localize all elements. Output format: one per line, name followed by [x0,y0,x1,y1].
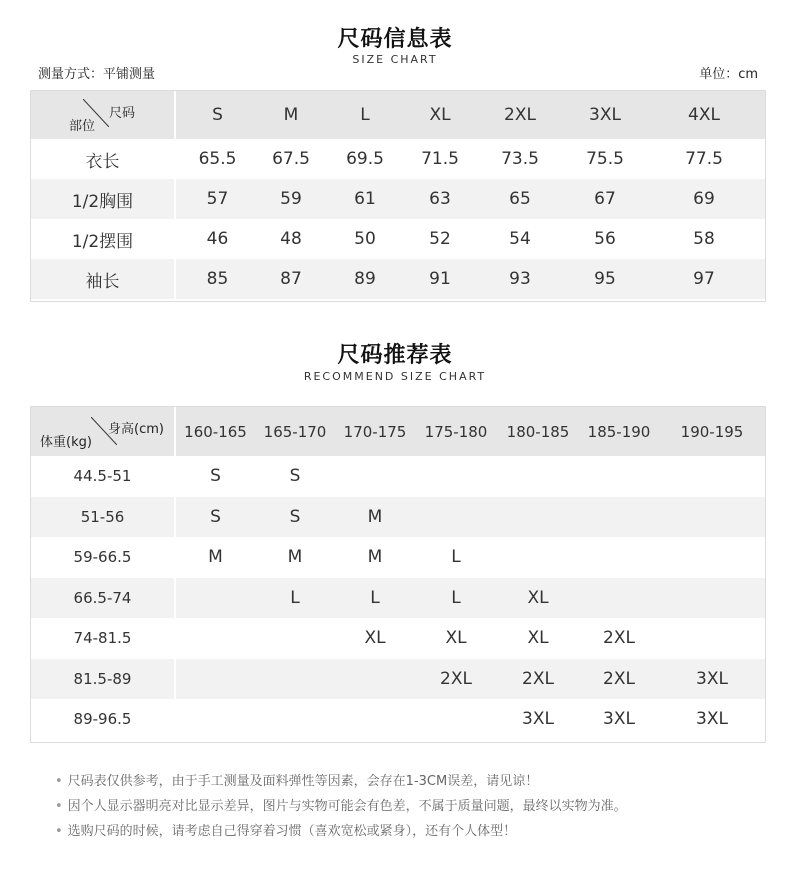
table-cell: 56 [567,219,643,259]
recommended-size-cell [335,699,415,740]
recommended-size-cell [659,497,765,538]
recommended-size-cell [175,659,255,700]
recommended-size-cell: S [175,456,255,497]
recommended-size-cell: L [255,578,335,619]
table-row [31,578,765,619]
table-cell: 91 [407,259,473,299]
unit-label: 单位：cm [699,67,758,82]
table-cell: 46 [175,219,259,259]
recommend-table [31,407,765,740]
table-row [31,659,765,700]
bullet-icon: • [55,774,63,789]
size-header-s: S [175,91,259,139]
table-row [31,537,765,578]
weight-label: 74-81.5 [31,618,175,659]
note-text: 选购尺码的时候，请考虑自己得穿着习惯（喜欢宽松或紧身），还有个人体型！ [67,824,517,839]
table-cell: 93 [473,259,567,299]
table-cell: 75.5 [567,139,643,179]
recommended-size-cell [255,699,335,740]
weight-label: 44.5-51 [31,456,175,497]
table-row [31,699,765,740]
table-cell: 67 [567,179,643,219]
table-cell: 61 [323,179,407,219]
table-cell: 69 [643,179,765,219]
table-cell: 63 [407,179,473,219]
recommend-chart-subtitle: RECOMMEND SIZE CHART [303,370,487,383]
table-cell: 57 [175,179,259,219]
notes-list [55,769,627,844]
size-header-l: L [323,91,407,139]
recommended-size-cell [659,578,765,619]
weight-label: 66.5-74 [31,578,175,619]
recommend-chart-title: 尺码推荐表 [337,343,453,368]
size-header-4xl: 4XL [643,91,765,139]
size-info-table [31,91,765,299]
size-corner-cell [31,91,175,139]
measure-method: 测量方式：平铺测量 [38,67,156,82]
size-header-3xl: 3XL [567,91,643,139]
size-chart-title: 尺码信息表 [337,27,453,52]
recommended-size-cell [497,537,579,578]
weight-label: 89-96.5 [31,699,175,740]
table-row [31,497,765,538]
height-header: 175-180 [415,407,497,456]
size-header-row [31,91,765,139]
recommended-size-cell [415,699,497,740]
height-header: 160-165 [175,407,255,456]
table-cell: 48 [259,219,323,259]
corner-size-label: 尺码 [109,106,136,121]
table-cell: 58 [643,219,765,259]
recommended-size-cell: 2XL [415,659,497,700]
table-cell: 52 [407,219,473,259]
size-header-xl: XL [407,91,473,139]
table-cell: 89 [323,259,407,299]
recommended-size-cell [255,618,335,659]
corner-weight-label: 体重(kg) [40,435,92,450]
recommend-header-row [31,407,765,456]
recommended-size-cell [579,578,659,619]
height-header: 190-195 [659,407,765,456]
recommended-size-cell: XL [335,618,415,659]
weight-label: 51-56 [31,497,175,538]
recommended-size-cell [335,456,415,497]
recommended-size-cell: M [335,537,415,578]
recommended-size-cell: 3XL [659,659,765,700]
table-row [31,219,765,259]
table-row [31,179,765,219]
recommended-size-cell: S [255,497,335,538]
table-row [31,456,765,497]
recommended-size-cell: 3XL [579,699,659,740]
recommended-size-cell [255,659,335,700]
row-label: 袖长 [31,259,175,299]
recommended-size-cell: 3XL [659,699,765,740]
note-text: 尺码表仅供参考，由于手工测量及面料弹性等因素，会存在1-3CM误差，请见谅！ [67,774,539,789]
recommended-size-cell: S [255,456,335,497]
row-label: 衣长 [31,139,175,179]
table-cell: 77.5 [643,139,765,179]
recommended-size-cell: L [335,578,415,619]
recommended-size-cell [175,699,255,740]
recommended-size-cell: XL [497,578,579,619]
recommended-size-cell: 2XL [497,659,579,700]
recommended-size-cell [335,659,415,700]
recommended-size-cell [497,456,579,497]
recommended-size-cell [579,537,659,578]
recommended-size-cell: L [415,537,497,578]
table-cell: 54 [473,219,567,259]
recommended-size-cell [175,578,255,619]
table-cell: 95 [567,259,643,299]
size-header-m: M [259,91,323,139]
recommended-size-cell [497,497,579,538]
bullet-icon: • [55,799,63,814]
table-row [31,618,765,659]
recommended-size-cell: M [175,537,255,578]
table-cell: 59 [259,179,323,219]
weight-label: 59-66.5 [31,537,175,578]
row-label: 1/2胸围 [31,179,175,219]
size-header-2xl: 2XL [473,91,567,139]
table-cell: 87 [259,259,323,299]
recommended-size-cell: M [335,497,415,538]
recommended-size-cell [415,497,497,538]
recommend-corner-cell [31,407,175,456]
recommended-size-cell [579,497,659,538]
recommended-size-cell: 3XL [497,699,579,740]
recommended-size-cell [659,618,765,659]
note-item [55,794,627,819]
recommended-size-cell: XL [497,618,579,659]
table-cell: 65 [473,179,567,219]
recommended-size-cell: 2XL [579,659,659,700]
table-cell: 85 [175,259,259,299]
corner-height-label: 身高(cm) [108,422,164,437]
table-cell: 97 [643,259,765,299]
bullet-icon: • [55,824,63,839]
note-item [55,769,627,794]
corner-part-label: 部位 [69,119,96,134]
note-text: 因个人显示器明亮对比显示差异，图片与实物可能会有色差，不属于质量问题，最终以实物为准。 [67,799,627,814]
recommended-size-cell [579,456,659,497]
height-header: 185-190 [579,407,659,456]
table-cell: 69.5 [323,139,407,179]
recommended-size-cell [175,618,255,659]
recommended-size-cell [659,537,765,578]
weight-label: 81.5-89 [31,659,175,700]
table-cell: 65.5 [175,139,259,179]
height-header: 170-175 [335,407,415,456]
recommended-size-cell: 2XL [579,618,659,659]
height-header: 180-185 [497,407,579,456]
recommended-size-cell [415,456,497,497]
size-chart-subtitle: SIZE CHART [352,53,438,66]
note-item [55,819,627,844]
recommended-size-cell: M [255,537,335,578]
table-cell: 71.5 [407,139,473,179]
table-cell: 50 [323,219,407,259]
recommended-size-cell: L [415,578,497,619]
table-cell: 73.5 [473,139,567,179]
table-row [31,139,765,179]
row-label: 1/2摆围 [31,219,175,259]
recommended-size-cell: XL [415,618,497,659]
table-row [31,259,765,299]
recommended-size-cell: S [175,497,255,538]
table-cell: 67.5 [259,139,323,179]
height-header: 165-170 [255,407,335,456]
recommended-size-cell [659,456,765,497]
